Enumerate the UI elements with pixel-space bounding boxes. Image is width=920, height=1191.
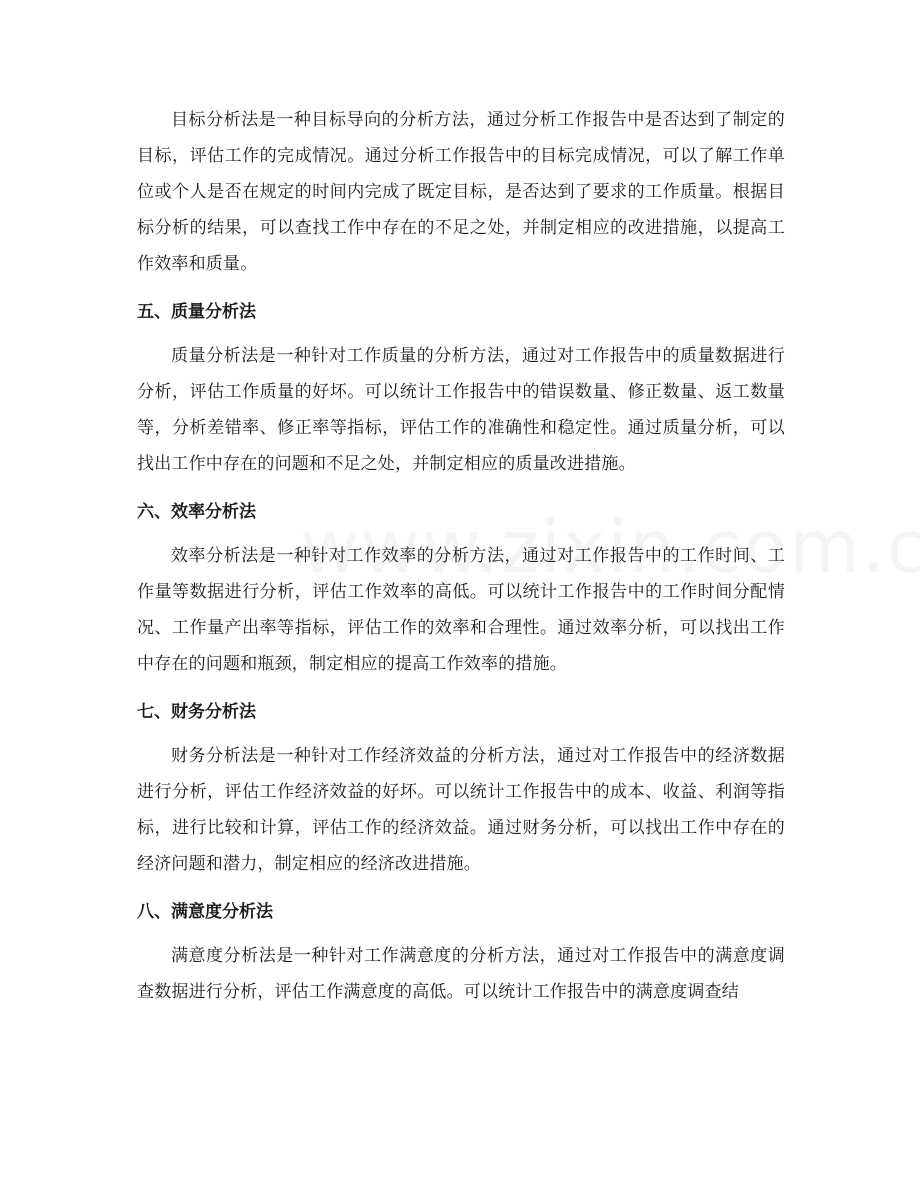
section-heading-efficiency: 六、效率分析法 (137, 502, 256, 522)
intro-paragraph: 目标分析法是一种目标导向的分析方法，通过分析工作报告中是否达到了制定的目标，评估工作的完成情况。通过分析工作报告中的目标完成情况，可以了解工作单位或个人是否在规定的时间内完成了既定目标，是否达到了要求的工作质量。根据目标分析的结果，可以查找工作中存在的不足之处，并制定相应的改进措施，以提高工作效率和质量。 (137, 110, 785, 274)
section-heading-finance: 七、财务分析法 (137, 702, 256, 722)
section-body-efficiency: 效率分析法是一种针对工作效率的分析方法，通过对工作报告中的工作时间、工作量等数据进行分析，评估工作效率的高低。可以统计工作报告中的工作时间分配情况、工作量产出率等指标，评估工作的效率和合理性。通过效率分析，可以找出工作中存在的问题和瓶颈，制定相应的提高工作效率的措施。 (137, 546, 785, 674)
section-body-quality: 质量分析法是一种针对工作质量的分析方法，通过对工作报告中的质量数据进行分析，评估工作质量的好坏。可以统计工作报告中的错误数量、修正数量、返工数量等，分析差错率、修正率等指标，评估工作的准确性和稳定性。通过质量分析，可以找出工作中存在的问题和不足之处，并制定相应的质量改进措施。 (137, 346, 785, 474)
section-body-satisfaction: 满意度分析法是一种针对工作满意度的分析方法，通过对工作报告中的满意度调查数据进行分析，评估工作满意度的高低。可以统计工作报告中的满意度调查结 (137, 946, 785, 1002)
section-body-finance: 财务分析法是一种针对工作经济效益的分析方法，通过对工作报告中的经济数据进行分析，评估工作经济效益的好坏。可以统计工作报告中的成本、收益、利润等指标，进行比较和计算，评估工作的经济效益。通过财务分析，可以找出工作中存在的经济问题和潜力，制定相应的经济改进措施。 (137, 746, 785, 874)
document-page (137, 102, 785, 1010)
section-heading-quality: 五、质量分析法 (137, 302, 256, 322)
section-heading-satisfaction: 八、满意度分析法 (137, 902, 273, 922)
